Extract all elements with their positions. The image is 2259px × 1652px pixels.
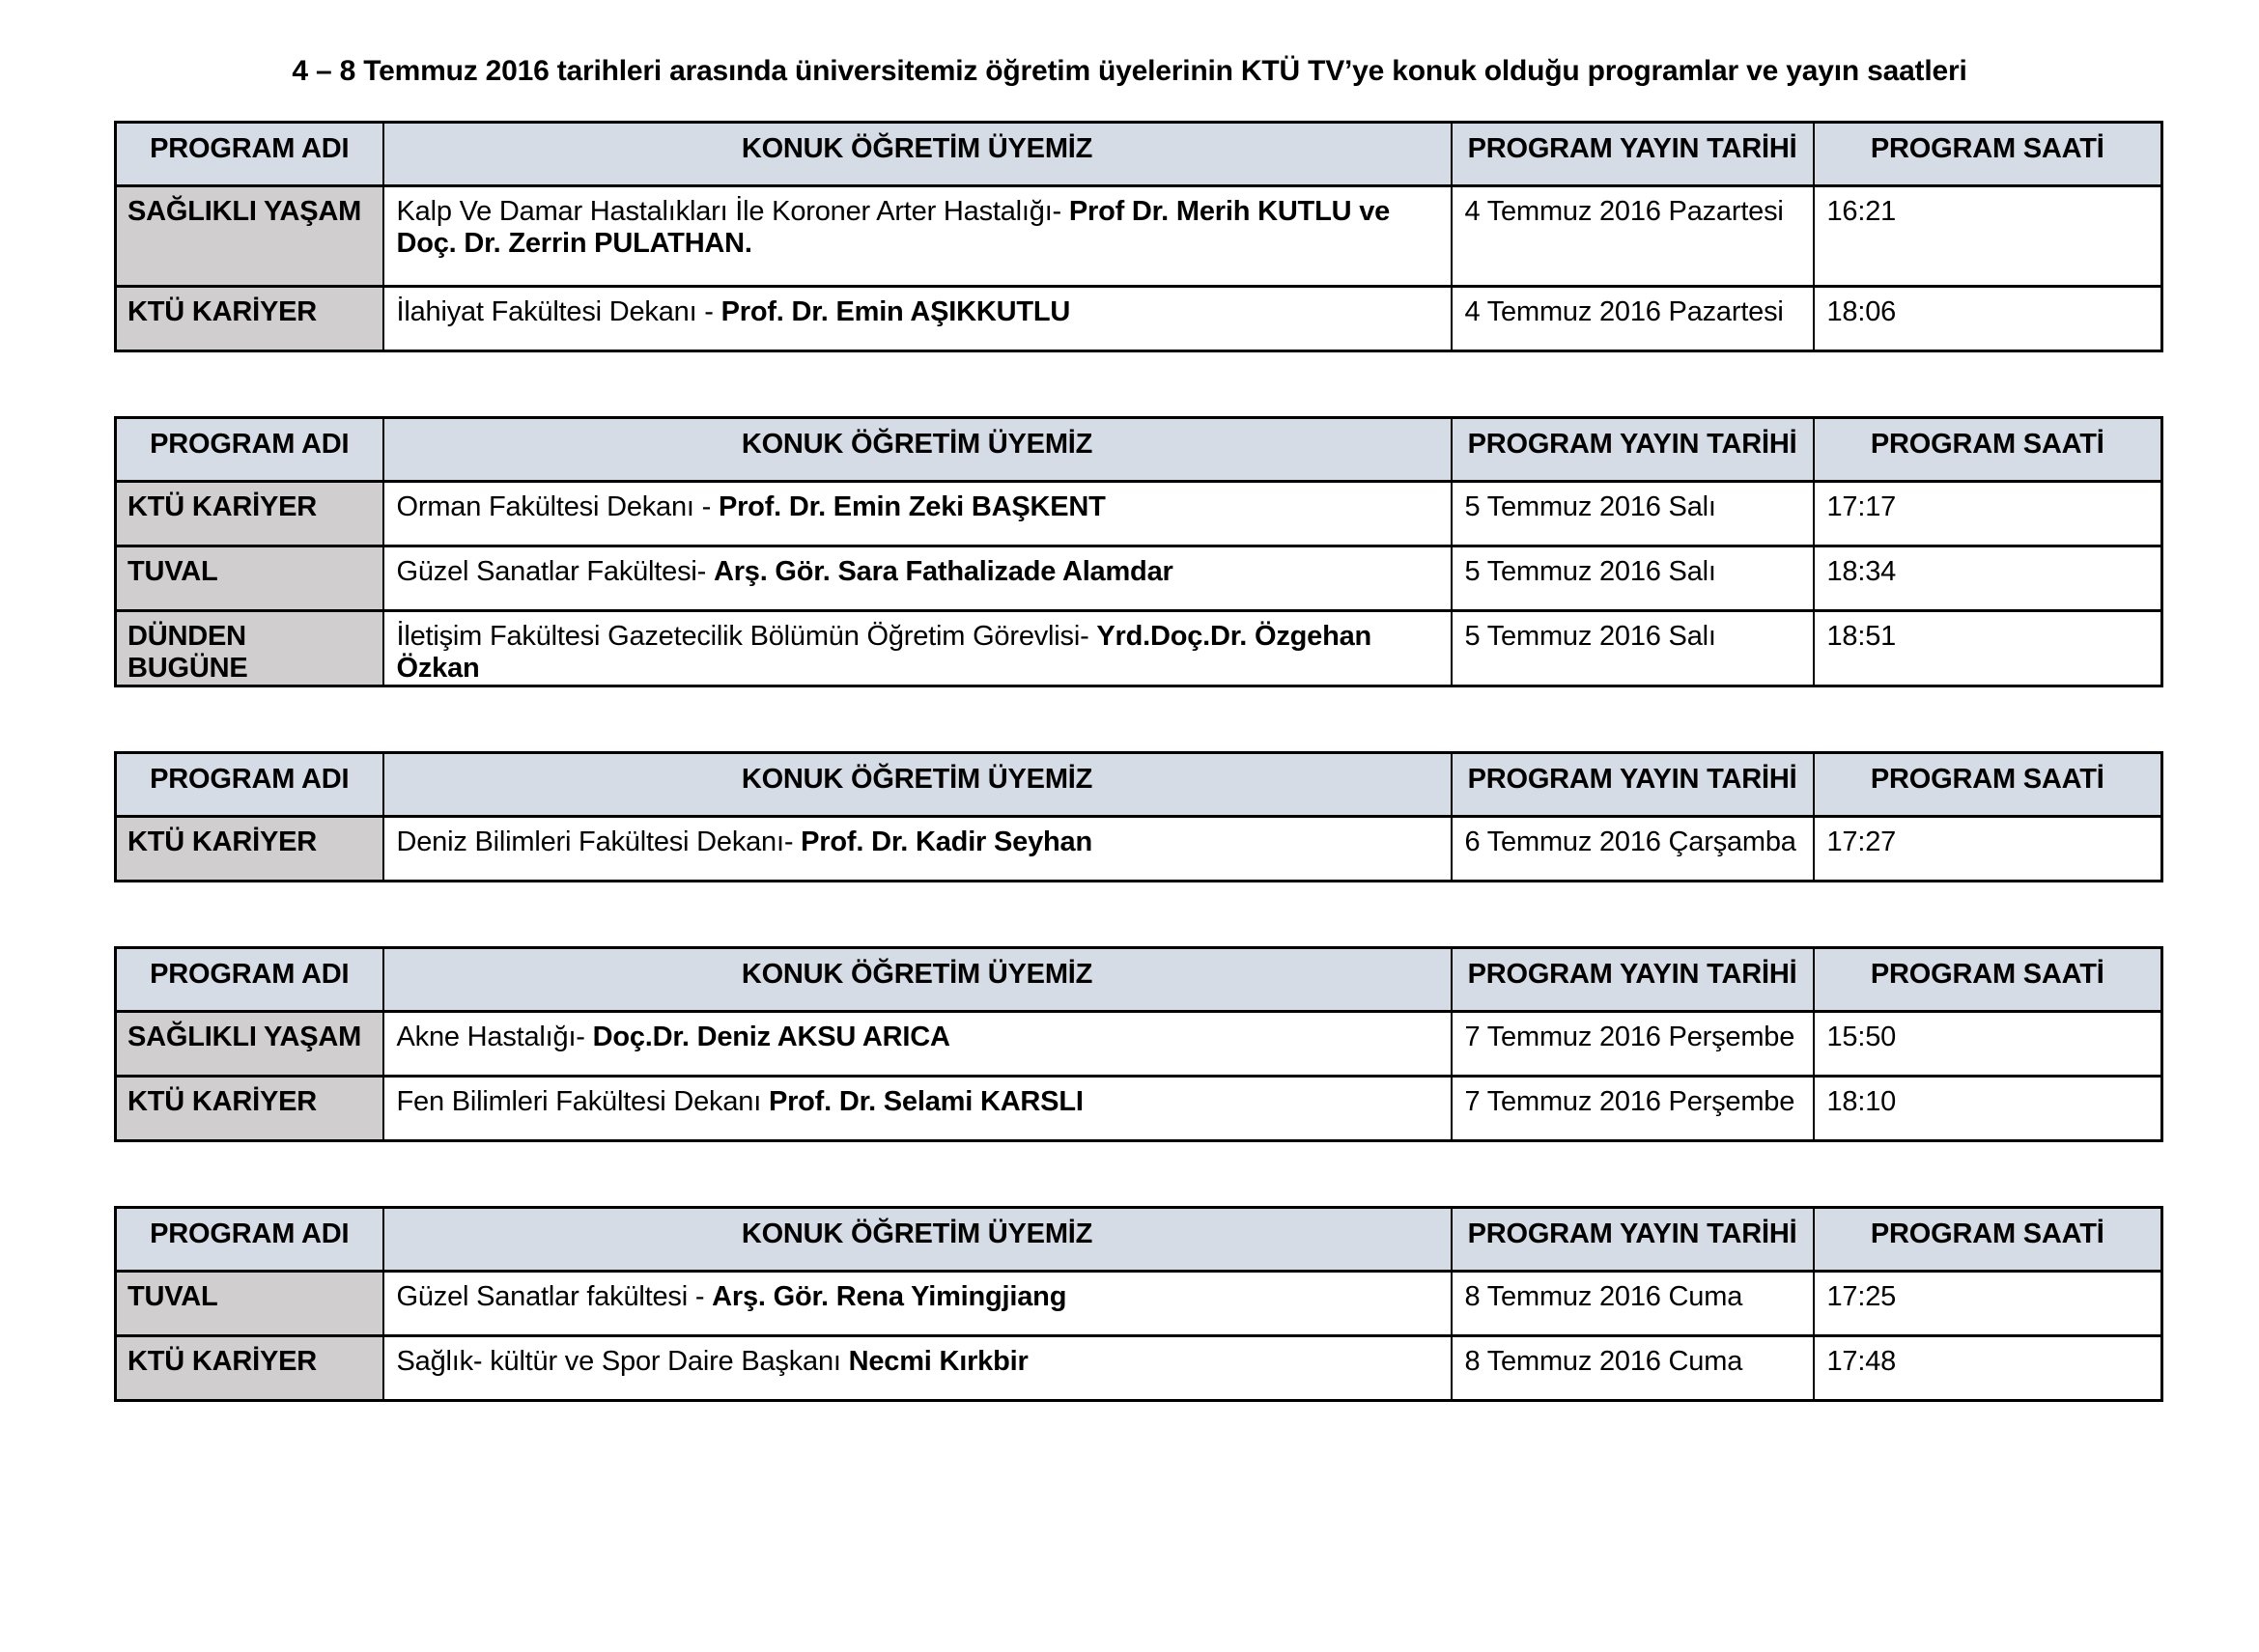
broadcast-time-cell: 17:17: [1814, 482, 2162, 546]
guest-cell: [383, 186, 1452, 287]
guest-name: Doç.Dr. Deniz AKSU ARICA: [592, 1022, 950, 1052]
program-name-cell: KTÜ KARİYER: [116, 1077, 383, 1141]
schedule-table-monday: [114, 121, 2163, 352]
broadcast-date-cell: 4 Temmuz 2016 Pazartesi: [1452, 287, 1814, 351]
table-header-row: [116, 753, 2162, 817]
broadcast-time-cell: 18:51: [1814, 611, 2162, 686]
guest-cell: [383, 611, 1452, 686]
col-header-broadcast-time: PROGRAM SAATİ: [1814, 123, 2162, 186]
program-name-cell: KTÜ KARİYER: [116, 287, 383, 351]
col-header-broadcast-date: PROGRAM YAYIN TARİHİ: [1452, 753, 1814, 817]
col-header-program-name: PROGRAM ADI: [116, 948, 383, 1012]
guest-cell: [383, 287, 1452, 351]
broadcast-time-cell: 15:50: [1814, 1012, 2162, 1077]
col-header-guest: KONUK ÖĞRETİM ÜYEMİZ: [383, 1208, 1452, 1272]
broadcast-time-cell: 18:06: [1814, 287, 2162, 351]
schedule-table-wednesday: [114, 751, 2163, 882]
program-name-cell: TUVAL: [116, 1272, 383, 1336]
guest-name: Prof. Dr. Kadir Seyhan: [801, 826, 1092, 857]
broadcast-date-cell: 6 Temmuz 2016 Çarşamba: [1452, 817, 1814, 882]
broadcast-time-cell: 17:27: [1814, 817, 2162, 882]
guest-description: Fen Bilimleri Fakültesi Dekanı: [396, 1086, 769, 1117]
program-name-cell: SAĞLIKLI YAŞAM: [116, 1012, 383, 1077]
col-header-broadcast-date: PROGRAM YAYIN TARİHİ: [1452, 948, 1814, 1012]
guest-cell: [383, 817, 1452, 882]
broadcast-date-cell: 7 Temmuz 2016 Perşembe: [1452, 1077, 1814, 1141]
guest-description: Sağlık- kültür ve Spor Daire Başkanı: [396, 1346, 849, 1377]
guest-description: İletişim Fakültesi Gazetecilik Bölümün Öğretim Görevlisi-: [396, 621, 1097, 652]
guest-name: Prof. Dr. Emin AŞIKKUTLU: [720, 296, 1071, 327]
guest-name: Yrd.Doç.Dr. Özgehan Özkan: [396, 621, 1372, 684]
table-row: [116, 1077, 2162, 1141]
guest-description: Güzel Sanatlar Fakültesi-: [396, 556, 714, 587]
program-name-cell: KTÜ KARİYER: [116, 482, 383, 546]
table-row: [116, 287, 2162, 351]
broadcast-date-cell: 4 Temmuz 2016 Pazartesi: [1452, 186, 1814, 287]
col-header-program-name: PROGRAM ADI: [116, 418, 383, 482]
table-row: [116, 611, 2162, 686]
col-header-program-name: PROGRAM ADI: [116, 123, 383, 186]
broadcast-time-cell: 18:34: [1814, 546, 2162, 611]
guest-description: Orman Fakültesi Dekanı -: [396, 491, 719, 522]
program-name-cell: DÜNDEN BUGÜNE: [116, 611, 383, 686]
guest-cell: [383, 482, 1452, 546]
col-header-broadcast-time: PROGRAM SAATİ: [1814, 948, 2162, 1012]
broadcast-time-cell: 18:10: [1814, 1077, 2162, 1141]
broadcast-date-cell: 8 Temmuz 2016 Cuma: [1452, 1272, 1814, 1336]
table-row: [116, 1336, 2162, 1401]
guest-description: Akne Hastalığı-: [396, 1022, 593, 1052]
guest-name: Necmi Kırkbir: [848, 1346, 1029, 1377]
table-row: [116, 817, 2162, 882]
schedule-table-friday: [114, 1206, 2163, 1402]
schedule-table-tuesday: [114, 416, 2163, 687]
broadcast-time-cell: 16:21: [1814, 186, 2162, 287]
guest-name: Prof Dr. Merih KUTLU ve Doç. Dr. Zerrin PULATHAN.: [396, 196, 1391, 259]
col-header-program-name: PROGRAM ADI: [116, 1208, 383, 1272]
guest-description: Kalp Ve Damar Hastalıkları İle Koroner Arter Hastalığı-: [396, 196, 1069, 227]
guest-description: İlahiyat Fakültesi Dekanı -: [396, 296, 721, 327]
guest-name: Prof. Dr. Emin Zeki BAŞKENT: [718, 491, 1106, 522]
guest-cell: [383, 1012, 1452, 1077]
broadcast-time-cell: 17:48: [1814, 1336, 2162, 1401]
broadcast-date-cell: 5 Temmuz 2016 Salı: [1452, 611, 1814, 686]
schedule-table-thursday: [114, 946, 2163, 1142]
col-header-guest: KONUK ÖĞRETİM ÜYEMİZ: [383, 123, 1452, 186]
program-name-cell: TUVAL: [116, 546, 383, 611]
table-row: [116, 186, 2162, 287]
guest-cell: [383, 1077, 1452, 1141]
program-name-cell: KTÜ KARİYER: [116, 817, 383, 882]
table-header-row: [116, 1208, 2162, 1272]
table-row: [116, 1272, 2162, 1336]
guest-name: Arş. Gör. Rena Yimingjiang: [712, 1281, 1067, 1312]
table-row: [116, 1012, 2162, 1077]
col-header-broadcast-date: PROGRAM YAYIN TARİHİ: [1452, 418, 1814, 482]
col-header-broadcast-time: PROGRAM SAATİ: [1814, 1208, 2162, 1272]
broadcast-date-cell: 7 Temmuz 2016 Perşembe: [1452, 1012, 1814, 1077]
program-name-cell: SAĞLIKLI YAŞAM: [116, 186, 383, 287]
col-header-program-name: PROGRAM ADI: [116, 753, 383, 817]
guest-cell: [383, 1336, 1452, 1401]
broadcast-date-cell: 5 Temmuz 2016 Salı: [1452, 482, 1814, 546]
guest-description: Güzel Sanatlar fakültesi -: [396, 1281, 713, 1312]
col-header-guest: KONUK ÖĞRETİM ÜYEMİZ: [383, 753, 1452, 817]
col-header-guest: KONUK ÖĞRETİM ÜYEMİZ: [383, 418, 1452, 482]
guest-description: Deniz Bilimleri Fakültesi Dekanı-: [396, 826, 802, 857]
table-header-row: [116, 948, 2162, 1012]
program-name-cell: KTÜ KARİYER: [116, 1336, 383, 1401]
table-row: [116, 546, 2162, 611]
broadcast-date-cell: 5 Temmuz 2016 Salı: [1452, 546, 1814, 611]
table-header-row: [116, 123, 2162, 186]
table-row: [116, 482, 2162, 546]
table-header-row: [116, 418, 2162, 482]
broadcast-date-cell: 8 Temmuz 2016 Cuma: [1452, 1336, 1814, 1401]
guest-cell: [383, 546, 1452, 611]
col-header-broadcast-time: PROGRAM SAATİ: [1814, 418, 2162, 482]
col-header-broadcast-date: PROGRAM YAYIN TARİHİ: [1452, 1208, 1814, 1272]
broadcast-time-cell: 17:25: [1814, 1272, 2162, 1336]
col-header-guest: KONUK ÖĞRETİM ÜYEMİZ: [383, 948, 1452, 1012]
guest-name: Prof. Dr. Selami KARSLI: [768, 1086, 1084, 1117]
guest-cell: [383, 1272, 1452, 1336]
guest-name: Arş. Gör. Sara Fathalizade Alamdar: [713, 556, 1173, 587]
col-header-broadcast-time: PROGRAM SAATİ: [1814, 753, 2162, 817]
page-title: 4 – 8 Temmuz 2016 tarihleri arasında üniversitemiz öğretim üyelerinin KTÜ TV’ye konuk olduğu programlar ve yayın saatleri: [292, 55, 1967, 87]
col-header-broadcast-date: PROGRAM YAYIN TARİHİ: [1452, 123, 1814, 186]
